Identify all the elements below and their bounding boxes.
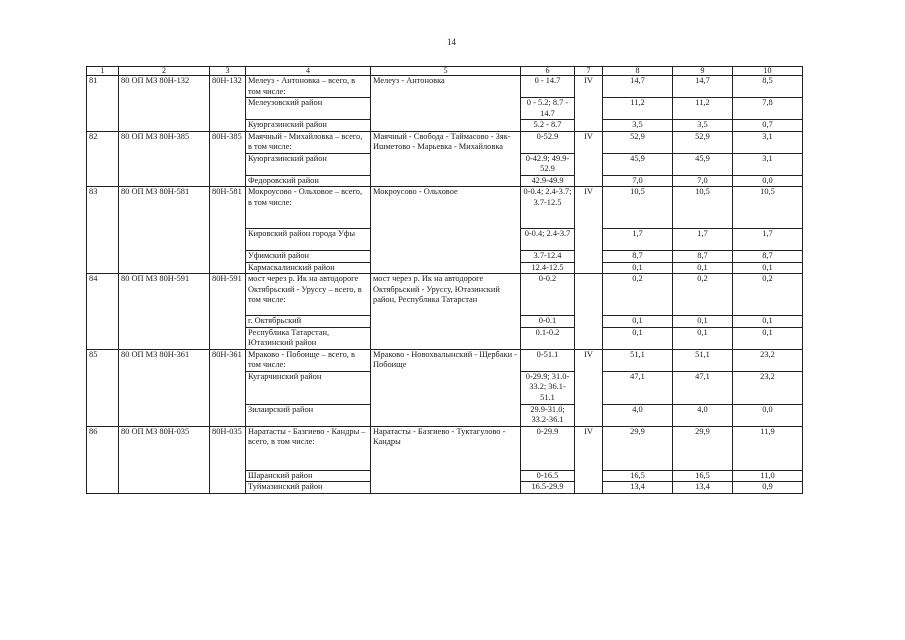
length-hard-surface: 10,5 <box>733 187 803 229</box>
road-category <box>575 274 603 350</box>
length-regional: 29,9 <box>673 426 733 470</box>
route-name: мост через р. Ик на автодороге Октябрьский - Уруссу, Ютазинский район, Республика Татарстан <box>371 274 521 350</box>
length-hard-surface: 3,1 <box>733 153 803 175</box>
length-total: 0,1 <box>603 262 673 274</box>
length-total: 51,1 <box>603 349 673 371</box>
length-regional: 7,0 <box>673 175 733 187</box>
section-name: Туймазинский район <box>246 482 371 494</box>
length-hard-surface: 3,1 <box>733 131 803 153</box>
length-regional: 8,7 <box>673 251 733 263</box>
length-hard-surface: 0,1 <box>733 316 803 328</box>
km-range: 0-0.4; 2.4-3.7 <box>521 229 575 251</box>
road-category: IV <box>575 187 603 274</box>
section-name: Федоровский район <box>246 175 371 187</box>
road-category: IV <box>575 426 603 493</box>
length-total: 16,5 <box>603 470 673 482</box>
length-regional: 0,2 <box>673 274 733 316</box>
km-range: 0 - 5.2; 8.7 - 14.7 <box>521 98 575 120</box>
row-number: 81 <box>87 76 119 132</box>
section-name: Мелеузовский район <box>246 98 371 120</box>
length-total: 4,0 <box>603 404 673 426</box>
road-id: 80 ОП МЗ 80Н-035 <box>119 426 210 493</box>
length-total: 8,7 <box>603 251 673 263</box>
length-hard-surface: 11,0 <box>733 470 803 482</box>
section-name: г. Октябрьский <box>246 316 371 328</box>
section-name: Куюргазинский район <box>246 153 371 175</box>
length-hard-surface: 7,8 <box>733 98 803 120</box>
row-number: 84 <box>87 274 119 350</box>
length-regional: 3,5 <box>673 120 733 132</box>
section-name: Мокроусово - Ольховое – всего, в том числе: <box>246 187 371 229</box>
route-name: Мраково - Новохвалынский - Щербаки - Побоище <box>371 349 521 426</box>
length-total: 29,9 <box>603 426 673 470</box>
length-hard-surface: 0,1 <box>733 327 803 349</box>
length-regional: 10,5 <box>673 187 733 229</box>
length-hard-surface: 0,0 <box>733 404 803 426</box>
length-total: 1,7 <box>603 229 673 251</box>
km-range: 0-0.4; 2.4-3.7; 3.7-12.5 <box>521 187 575 229</box>
table-row <box>87 274 803 316</box>
length-regional: 4,0 <box>673 404 733 426</box>
length-total: 3,5 <box>603 120 673 132</box>
length-hard-surface: 11,9 <box>733 426 803 470</box>
road-registry-table <box>86 66 803 494</box>
length-regional: 13,4 <box>673 482 733 494</box>
km-range: 29.9-31.0; 33.2-36.1 <box>521 404 575 426</box>
length-regional: 0,1 <box>673 327 733 349</box>
road-code: 80Н-035 <box>210 426 246 493</box>
length-hard-surface: 8,7 <box>733 251 803 263</box>
length-total: 0,1 <box>603 327 673 349</box>
road-id: 80 ОП МЗ 80Н-581 <box>119 187 210 274</box>
km-range: 0-42.9; 49.9-52.9 <box>521 153 575 175</box>
col-header: 3 <box>210 67 246 76</box>
section-name: Наратасты - Базгиево - Кандры – всего, в том числе: <box>246 426 371 470</box>
section-name: Маячный - Михайловка – всего, в том числе: <box>246 131 371 153</box>
length-regional: 14,7 <box>673 76 733 98</box>
road-category: IV <box>575 131 603 187</box>
length-total: 7,0 <box>603 175 673 187</box>
length-regional: 11,2 <box>673 98 733 120</box>
col-header: 2 <box>119 67 210 76</box>
section-name: Кугарчинский район <box>246 371 371 404</box>
road-code: 80Н-581 <box>210 187 246 274</box>
km-range: 0.1-0.2 <box>521 327 575 349</box>
section-name: Республика Татарстан, Ютазинский район <box>246 327 371 349</box>
col-header: 5 <box>371 67 521 76</box>
column-number-row <box>87 67 803 76</box>
row-number: 86 <box>87 426 119 493</box>
table-row <box>87 426 803 470</box>
section-name: мост через р. Ик на автодороге Октябрьский - Уруссу – всего, в том числе: <box>246 274 371 316</box>
section-name: Зилаирский район <box>246 404 371 426</box>
length-regional: 0,1 <box>673 262 733 274</box>
km-range: 42.9-49.9 <box>521 175 575 187</box>
length-regional: 45,9 <box>673 153 733 175</box>
road-code: 80Н-591 <box>210 274 246 350</box>
table-row <box>87 349 803 371</box>
row-number: 82 <box>87 131 119 187</box>
page-number: 14 <box>447 37 456 47</box>
length-total: 52,9 <box>603 131 673 153</box>
section-name: Куюргазинский район <box>246 120 371 132</box>
road-id: 80 ОП МЗ 80Н-361 <box>119 349 210 426</box>
col-header: 8 <box>603 67 673 76</box>
length-regional: 16,5 <box>673 470 733 482</box>
length-regional: 47,1 <box>673 371 733 404</box>
section-name: Уфимский район <box>246 251 371 263</box>
length-hard-surface: 0,9 <box>733 482 803 494</box>
col-header: 6 <box>521 67 575 76</box>
road-category: IV <box>575 349 603 426</box>
length-total: 47,1 <box>603 371 673 404</box>
length-total: 11,2 <box>603 98 673 120</box>
road-code: 80Н-361 <box>210 349 246 426</box>
length-hard-surface: 8,5 <box>733 76 803 98</box>
section-name: Кировский район города Уфы <box>246 229 371 251</box>
length-hard-surface: 0,2 <box>733 274 803 316</box>
col-header: 10 <box>733 67 803 76</box>
km-range: 0-16.5 <box>521 470 575 482</box>
length-total: 13,4 <box>603 482 673 494</box>
row-number: 83 <box>87 187 119 274</box>
road-code: 80Н-385 <box>210 131 246 187</box>
col-header: 4 <box>246 67 371 76</box>
length-total: 45,9 <box>603 153 673 175</box>
length-total: 0,1 <box>603 316 673 328</box>
section-name: Кармаскалинский район <box>246 262 371 274</box>
km-range: 0-0.1 <box>521 316 575 328</box>
road-code: 80Н-132 <box>210 76 246 132</box>
route-name: Наратасты - Базгиево - Туктагулово - Кандры <box>371 426 521 493</box>
km-range: 5.2 - 8.7 <box>521 120 575 132</box>
km-range: 0 - 14.7 <box>521 76 575 98</box>
table-row <box>87 187 803 229</box>
km-range: 12.4-12.5 <box>521 262 575 274</box>
row-number: 85 <box>87 349 119 426</box>
table-row <box>87 76 803 98</box>
length-regional: 1,7 <box>673 229 733 251</box>
section-name: Мраково - Побоище – всего, в том числе: <box>246 349 371 371</box>
col-header: 1 <box>87 67 119 76</box>
length-regional: 0,1 <box>673 316 733 328</box>
col-header: 9 <box>673 67 733 76</box>
section-name: Шаранский район <box>246 470 371 482</box>
km-range: 16.5-29.9 <box>521 482 575 494</box>
road-category: IV <box>575 76 603 132</box>
length-regional: 51,1 <box>673 349 733 371</box>
length-total: 10,5 <box>603 187 673 229</box>
km-range: 0-52.9 <box>521 131 575 153</box>
route-name: Мокроусово - Ольховое <box>371 187 521 274</box>
km-range: 0-29.9 <box>521 426 575 470</box>
length-regional: 52,9 <box>673 131 733 153</box>
road-id: 80 ОП МЗ 80Н-591 <box>119 274 210 350</box>
km-range: 0-0.2 <box>521 274 575 316</box>
length-hard-surface: 1,7 <box>733 229 803 251</box>
length-hard-surface: 23,2 <box>733 349 803 371</box>
km-range: 3.7-12.4 <box>521 251 575 263</box>
km-range: 0-29.9; 31.0-33.2; 36.1-51.1 <box>521 371 575 404</box>
km-range: 0-51.1 <box>521 349 575 371</box>
table-row <box>87 131 803 153</box>
length-hard-surface: 0,7 <box>733 120 803 132</box>
route-name: Мелеуз - Антоновка <box>371 76 521 132</box>
route-name: Маячный - Свобода - Таймасово - Зяк-Ишметово - Марьевка - Михайловка <box>371 131 521 187</box>
length-hard-surface: 0,0 <box>733 175 803 187</box>
section-name: Мелеуз - Антоновка – всего, в том числе: <box>246 76 371 98</box>
road-id: 80 ОП МЗ 80Н-385 <box>119 131 210 187</box>
length-total: 14,7 <box>603 76 673 98</box>
length-hard-surface: 23,2 <box>733 371 803 404</box>
length-total: 0,2 <box>603 274 673 316</box>
length-hard-surface: 0,1 <box>733 262 803 274</box>
col-header: 7 <box>575 67 603 76</box>
road-id: 80 ОП МЗ 80Н-132 <box>119 76 210 132</box>
